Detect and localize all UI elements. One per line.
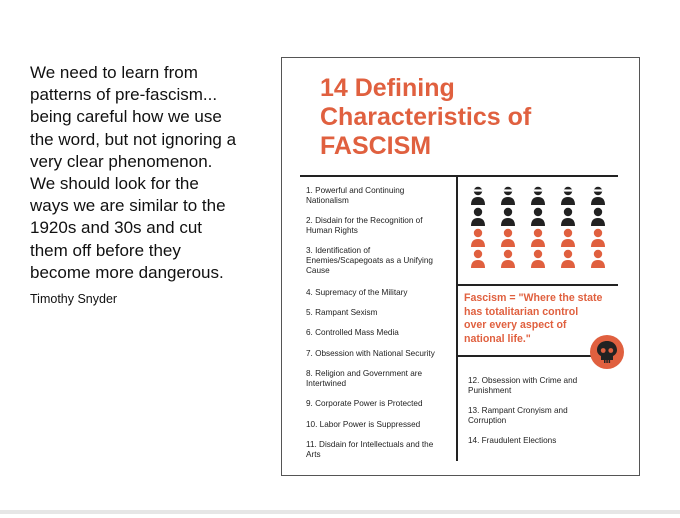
item-line: Human Rights xyxy=(306,226,358,235)
characteristic-item xyxy=(306,369,422,389)
skull-icon xyxy=(589,334,625,370)
characteristic-item xyxy=(306,186,404,206)
item-line: 7. Obsession with National Security xyxy=(306,349,435,358)
characteristic-item xyxy=(306,308,377,318)
title-divider xyxy=(300,175,618,177)
quote-line: We need to learn from xyxy=(30,63,198,82)
quote-line: the word, but not ignoring a xyxy=(30,129,237,149)
item-line: 3. Identification of xyxy=(306,246,371,255)
quote-line: We should look for the xyxy=(30,174,199,194)
quote-line: being careful how we use xyxy=(30,107,222,127)
quote-line: patterns of pre-fascism... xyxy=(30,85,218,105)
quote-line: become more dangerous. xyxy=(30,262,224,282)
definition-line: has totalitarian control xyxy=(464,305,579,318)
item-line: Intertwined xyxy=(306,379,347,388)
item-line: 13. Rampant Cronyism and xyxy=(468,406,568,415)
item-line: 11. Disdain for Intellectuals and the xyxy=(306,440,434,449)
item-line: Corruption xyxy=(468,416,507,425)
characteristic-item xyxy=(306,440,433,460)
characteristic-item xyxy=(468,436,556,446)
characteristic-item xyxy=(306,328,399,338)
poster-title-line: 14 Defining xyxy=(320,74,455,102)
quote-author: Timothy Snyder xyxy=(30,292,118,306)
item-line: 10. Labor Power is Suppressed xyxy=(306,420,421,429)
item-line: Nationalism xyxy=(306,196,349,205)
item-line: 1. Powerful and Continuing xyxy=(306,186,405,195)
characteristic-item xyxy=(306,399,423,409)
characteristic-item xyxy=(306,288,407,298)
grid-divider xyxy=(456,284,618,286)
characteristic-item xyxy=(468,376,577,396)
item-line: 5. Rampant Sexism xyxy=(306,308,378,317)
quote-text xyxy=(30,62,270,284)
item-line: 8. Religion and Government are xyxy=(306,369,423,378)
characteristic-item xyxy=(468,406,568,426)
people-grid-icon xyxy=(470,185,620,275)
item-line: 6. Controlled Mass Media xyxy=(306,328,399,337)
characteristic-item xyxy=(306,246,433,276)
quote-line: ways we are similar to the xyxy=(30,196,226,216)
quote-line: them off before they xyxy=(30,240,181,260)
item-line: 14. Fraudulent Elections xyxy=(468,436,557,445)
characteristic-item xyxy=(306,420,420,430)
definition-line: over every aspect of xyxy=(464,319,567,332)
characteristic-item xyxy=(306,349,435,359)
item-line: 9. Corporate Power is Protected xyxy=(306,399,423,408)
item-line: 12. Obsession with Crime and xyxy=(468,376,578,385)
item-line: Cause xyxy=(306,266,330,275)
definition-line: national life." xyxy=(464,332,531,345)
quote-line: very clear phenomenon. xyxy=(30,151,213,171)
item-line: 2. Disdain for the Recognition of xyxy=(306,216,423,225)
definition-line: Fascism = "Where the state xyxy=(464,292,603,304)
poster-title-line: Characteristics of xyxy=(320,103,532,131)
bottom-divider xyxy=(0,510,680,514)
characteristic-item xyxy=(306,216,423,236)
column-divider xyxy=(456,175,458,461)
item-line: Enemies/Scapegoats as a Unifying xyxy=(306,256,433,265)
item-line: 4. Supremacy of the Military xyxy=(306,288,408,297)
item-line: Punishment xyxy=(468,386,512,395)
quote-line: 1920s and 30s and cut xyxy=(30,218,203,238)
item-line: Arts xyxy=(306,450,321,459)
poster-title-line: FASCISM xyxy=(320,132,432,160)
poster-title xyxy=(320,74,630,161)
fascism-poster xyxy=(281,57,640,476)
